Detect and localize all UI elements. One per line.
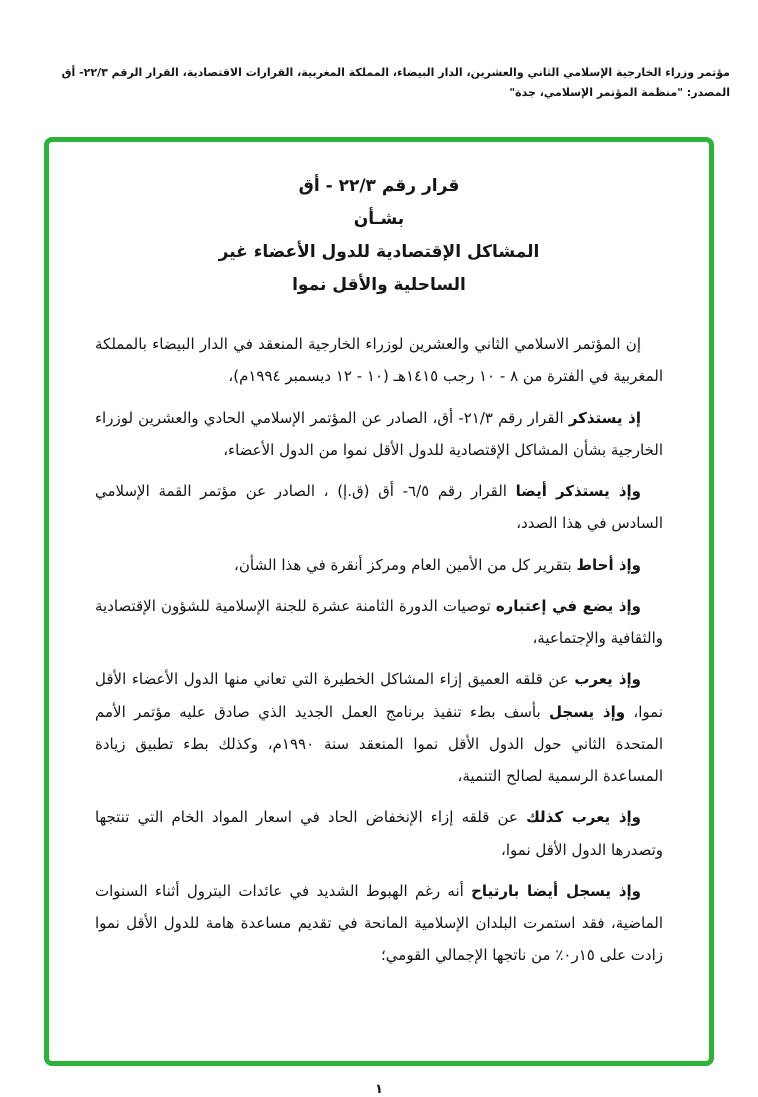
paragraph-text: القرار رقم ٢١/٣- أق، الصادر عن المؤتمر الإسلامي الحادي والعشرين لوزراء الخارجية بشأن المشاكل الإقتصادية للدول الأقل نموا من الدول الأعضاء،	[95, 408, 663, 459]
title-block	[95, 170, 663, 303]
paragraph-lead: وإذ يعرب كذلك	[526, 808, 641, 827]
paragraph-lead: وإذ يسجل	[549, 702, 626, 721]
paragraph-lead: وإذ يعرب	[574, 670, 642, 689]
paragraph-noting-with-satisfaction	[95, 875, 663, 972]
paragraph-text: عن قلقه إزاء الإنخفاض الحاد في اسعار المواد الخام التي تنتجها وتصدرها الدول الأقل نموا،	[95, 808, 663, 859]
paragraph-lead: إذ يستذكر	[568, 408, 641, 427]
page-number: ١	[375, 1081, 383, 1097]
document-frame	[44, 137, 714, 1066]
paragraph-lead: وإذ يستذكر أيضا	[515, 482, 641, 501]
paragraph-text: توصيات الدورة الثامنة عشرة للجنة الإسلامية للشؤون الإقتصادية والثقافية والإجتماعية،	[95, 596, 663, 648]
resolution-number: قرار رقم ٢٢/٣ - أق	[298, 175, 460, 196]
paragraph-text: بتقرير كل من الأمين العام ومركز أنقرة في هذا الشأن،	[234, 555, 577, 574]
paragraph-considering	[95, 590, 663, 655]
header-citation: مؤتمر وزراء الخارجية الإسلامي الثاني والعشرين، الدار البيضاء، المملكة المغربية، القرارات الاقتصادية، القرار الرقم ٢٢/٣- أق	[61, 66, 730, 79]
paragraph-taking-note	[95, 549, 663, 581]
paragraph-text: بأسف بطء تنفيذ برنامج العمل الجديد الذي صادق عليه مؤتمر الأمم المتحدة الثاني حول الدول الأقل نموا المنعقد سنة ١٩٩٠م، وكذلك بطء تطبيق زيادة المساعدة الرسمية لصالح التنمية،	[95, 702, 663, 786]
paragraph-text: القرار رقم ٦/٥- أق (ق.إ) ، الصادر عن مؤتمر القمة الإسلامي السادس في هذا الصدد،	[95, 482, 663, 533]
paragraph-lead: وإذ يضع في إعتباره	[495, 596, 641, 615]
resolution-body	[95, 328, 663, 972]
paragraph-text: إن المؤتمر الاسلامي الثاني والعشرين لوزراء الخارجية المنعقد في الدار البيضاء بالمملكة المغربية في الفترة من ٨ - ١٠ رجب ١٤١٥هـ (١٠ - ١٢ ديسمبر ١٩٩٤م)،	[95, 335, 663, 386]
paragraph-text: أنه رغم الهبوط الشديد في عائدات البترول أثناء السنوات الماضية، فقد استمرت البلدان الإسلامية المانحة في تقديم مساعدة هامة للدول الأقل نموا زادت على ١٥ر٠٪ من ناتجها الإجمالي القومي؛	[95, 881, 663, 965]
title-subject-line2: الساحلية والأقل نموا	[292, 275, 466, 296]
paragraph-lead: وإذ يسجل أيضا بارتياح	[471, 881, 641, 900]
paragraph-expressing-concern	[95, 663, 663, 792]
paragraph-recalling	[95, 402, 663, 467]
title-regarding: بشـأن	[353, 208, 405, 229]
header-source: المصدر: "منظمة المؤتمر الإسلامي، جدة"	[509, 85, 730, 99]
title-subject-line1: المشاكل الإقتصادية للدول الأعضاء غير	[218, 241, 540, 262]
paragraph-preamble	[95, 328, 663, 393]
source-header	[0, 0, 758, 99]
paragraph-text: عن قلقه العميق إزاء المشاكل الخطيرة التي تعاني منها الدول الأعضاء الأقل نموا،	[95, 670, 663, 721]
paragraph-expressing-concern-also	[95, 801, 663, 866]
paragraph-lead: وإذ أحاط	[576, 555, 641, 574]
paragraph-recalling-also	[95, 475, 663, 540]
